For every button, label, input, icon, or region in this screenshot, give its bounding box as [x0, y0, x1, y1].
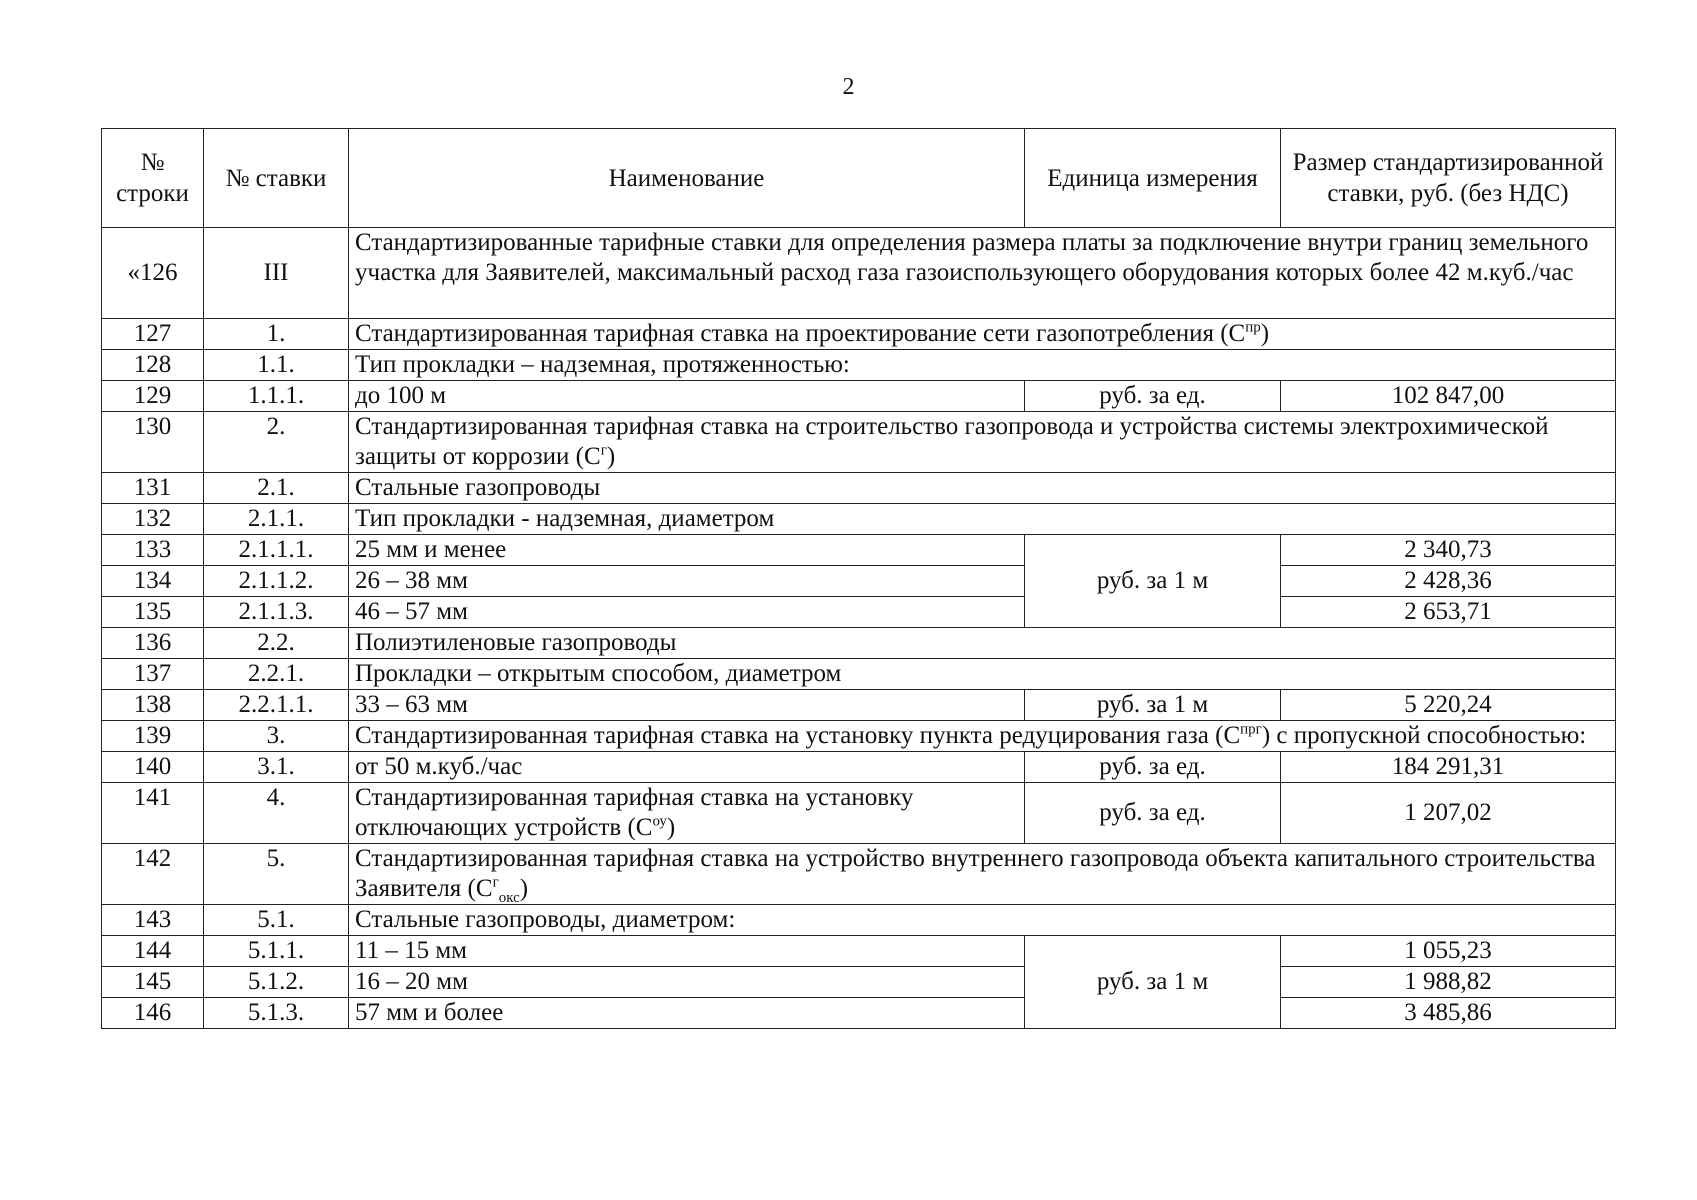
rate-number: 1.	[204, 319, 349, 350]
rate-number: 3.	[204, 721, 349, 752]
row-name: 26 – 38 мм	[349, 566, 1025, 597]
symbol-subscript: окс	[498, 890, 520, 906]
row-name: Стандартизированная тарифная ставка на строительство газопровода и устройства системы электрохимической защиты от коррозии $(С^г)$	[349, 412, 1616, 473]
row-size: 184 291,31	[1281, 752, 1616, 783]
rate-number: 3.1.	[204, 752, 349, 783]
row-size: 3 485,86	[1281, 998, 1616, 1029]
table-row	[102, 936, 1616, 967]
row-name: Стандартизированная тарифная ставка на установку пункта редуцирования газа $(С^{прг})$ с пропускной способностью:	[349, 721, 1616, 752]
row-number: «126	[102, 228, 204, 319]
row-number: 132	[102, 504, 204, 535]
table-row	[102, 998, 1616, 1029]
row-name: 57 мм и более	[349, 998, 1025, 1029]
row-unit: руб. за 1 м	[1025, 690, 1281, 721]
row-unit: руб. за 1 м	[1025, 936, 1281, 1029]
row-name: Прокладки – открытым способом, диаметром	[349, 659, 1616, 690]
symbol-superscript: г	[492, 874, 499, 891]
row-name: Стандартизированная тарифная ставка на устройство внутреннего газопровода объекта капитального строительства Заявителя $(С^г_{окс})$	[349, 844, 1616, 905]
rate-number: 2.1.	[204, 473, 349, 504]
row-name: Стандартизированная тарифная ставка на проектирование сети газопотребления $(С^{пр})$	[349, 319, 1616, 350]
table-row	[102, 783, 1616, 844]
table-row	[102, 659, 1616, 690]
row-name: Тип прокладки – надземная, протяженностью:	[349, 350, 1616, 381]
table-row	[102, 967, 1616, 998]
rate-number: 2.	[204, 412, 349, 473]
row-number: 139	[102, 721, 204, 752]
row-number: 138	[102, 690, 204, 721]
header-rate-no: № ставки	[204, 129, 349, 228]
row-number: 143	[102, 905, 204, 936]
header-name: Наименование	[349, 129, 1025, 228]
rate-number: 4.	[204, 783, 349, 844]
table-row	[102, 752, 1616, 783]
row-size: 2 340,73	[1281, 535, 1616, 566]
row-name: Стандартизированная тарифная ставка на установку отключающих устройств $(С^{оу})$	[349, 783, 1025, 844]
table-row	[102, 844, 1616, 905]
row-unit: руб. за 1 м	[1025, 535, 1281, 628]
row-size: 1 988,82	[1281, 967, 1616, 998]
row-name: от 50 м.куб./час	[349, 752, 1025, 783]
row-name: 11 – 15 мм	[349, 936, 1025, 967]
rate-number: 2.1.1.2.	[204, 566, 349, 597]
table-row	[102, 381, 1616, 412]
row-name: Полиэтиленовые газопроводы	[349, 628, 1616, 659]
table-row	[102, 473, 1616, 504]
page-number: 2	[842, 74, 855, 100]
row-size: 1 207,02	[1281, 783, 1616, 844]
row-number: 137	[102, 659, 204, 690]
table-row	[102, 690, 1616, 721]
rate-number: 2.2.1.1.	[204, 690, 349, 721]
row-number: 142	[102, 844, 204, 905]
header-unit: Единица измерения	[1025, 129, 1281, 228]
row-number: 130	[102, 412, 204, 473]
row-number: 134	[102, 566, 204, 597]
table-row	[102, 597, 1616, 628]
rate-number: 5.1.1.	[204, 936, 349, 967]
table-row	[102, 350, 1616, 381]
row-number: 127	[102, 319, 204, 350]
table-row	[102, 628, 1616, 659]
table-row	[102, 319, 1616, 350]
row-name: Стальные газопроводы	[349, 473, 1616, 504]
table-header-row	[102, 129, 1616, 228]
row-number: 129	[102, 381, 204, 412]
row-name: 46 – 57 мм	[349, 597, 1025, 628]
table-row	[102, 535, 1616, 566]
rate-number: 2.1.1.1.	[204, 535, 349, 566]
row-number: 135	[102, 597, 204, 628]
header-size: Размер стандартизированной ставки, руб. (без НДС)	[1281, 129, 1616, 228]
table-row	[102, 905, 1616, 936]
row-size: 102 847,00	[1281, 381, 1616, 412]
row-number: 145	[102, 967, 204, 998]
row-size: 2 653,71	[1281, 597, 1616, 628]
rate-number: 2.2.	[204, 628, 349, 659]
symbol-superscript: прг	[1240, 721, 1262, 738]
row-size: 5 220,24	[1281, 690, 1616, 721]
symbol-superscript: оу	[652, 813, 667, 830]
row-number: 146	[102, 998, 204, 1029]
row-number: 128	[102, 350, 204, 381]
rate-number: 5.	[204, 844, 349, 905]
rate-number: 1.1.	[204, 350, 349, 381]
symbol-superscript: г	[600, 442, 607, 459]
rate-number: III	[204, 228, 349, 319]
table-row	[102, 228, 1616, 319]
row-number: 141	[102, 783, 204, 844]
row-name: Стальные газопроводы, диаметром:	[349, 905, 1616, 936]
row-name: до 100 м	[349, 381, 1025, 412]
table-row	[102, 566, 1616, 597]
row-number: 133	[102, 535, 204, 566]
row-number: 136	[102, 628, 204, 659]
header-row-no: № строки	[102, 129, 204, 228]
row-name: 33 – 63 мм	[349, 690, 1025, 721]
rate-number: 2.1.1.	[204, 504, 349, 535]
row-size: 1 055,23	[1281, 936, 1616, 967]
row-number: 144	[102, 936, 204, 967]
tariff-table	[101, 128, 1616, 1029]
row-unit: руб. за ед.	[1025, 381, 1281, 412]
rate-number: 5.1.	[204, 905, 349, 936]
table-row	[102, 412, 1616, 473]
table-row	[102, 721, 1616, 752]
table-row	[102, 504, 1616, 535]
row-number: 140	[102, 752, 204, 783]
row-name: 25 мм и менее	[349, 535, 1025, 566]
symbol-superscript: пр	[1245, 319, 1261, 336]
rate-number: 2.1.1.3.	[204, 597, 349, 628]
row-size: 2 428,36	[1281, 566, 1616, 597]
row-name: 16 – 20 мм	[349, 967, 1025, 998]
row-number: 131	[102, 473, 204, 504]
rate-number: 5.1.3.	[204, 998, 349, 1029]
row-name: Стандартизированные тарифные ставки для определения размера платы за подключение внутри границ земельного участка для Заявителей, максимальный расход газа газоиспользующего оборудования которых более 42 м.куб./час	[349, 228, 1616, 319]
row-unit: руб. за ед.	[1025, 783, 1281, 844]
row-name: Тип прокладки - надземная, диаметром	[349, 504, 1616, 535]
rate-number: 1.1.1.	[204, 381, 349, 412]
row-unit: руб. за ед.	[1025, 752, 1281, 783]
rate-number: 2.2.1.	[204, 659, 349, 690]
rate-number: 5.1.2.	[204, 967, 349, 998]
